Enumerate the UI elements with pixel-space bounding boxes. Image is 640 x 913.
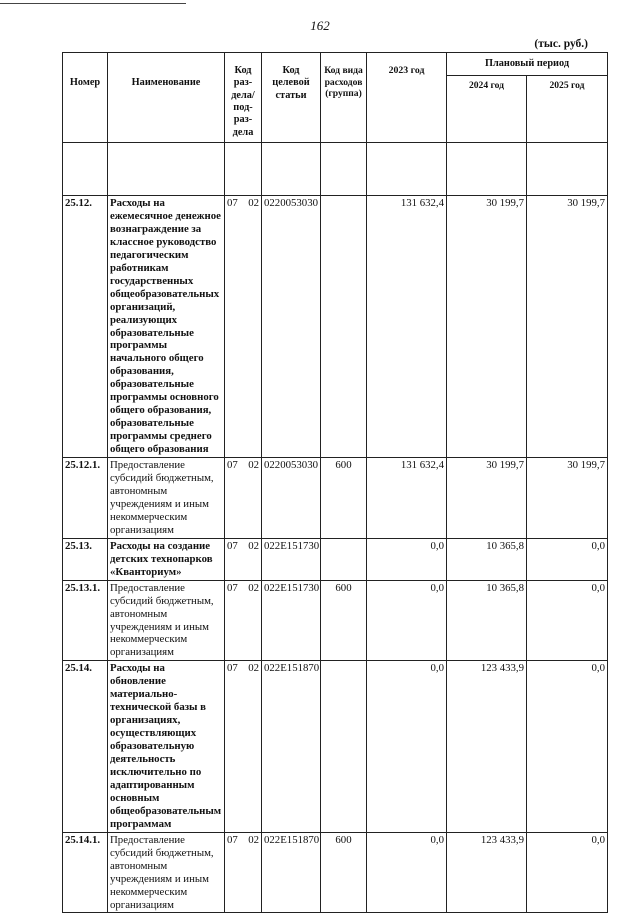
row-value-2025: 30 199,7 (527, 196, 608, 458)
row-name: Расходы на обновление материально-технической базы в организациях, осуществляющих образовательную деятельность исключительно по адаптированным основным общеобразовательным программам (108, 661, 225, 832)
row-subsection: 02 (248, 197, 259, 209)
row-section-code (225, 832, 262, 913)
page-number: 162 (310, 18, 330, 33)
header-2023: 2023 год (367, 53, 447, 143)
row-name: Предоставление субсидий бюджетным, автономным учреждениям и иным некоммерческим организациям (108, 458, 225, 539)
row-name: Расходы на ежемесячное денежное вознаграждение за классное руководство педагогическим работникам государственных общеобразовательных организаций, реализующих образовательные программы начального общего образования, образовательные программы основного общего образования, образовательные программы среднего общего образования (108, 196, 225, 458)
row-number: 25.13. (63, 538, 108, 580)
row-name: Предоставление субсидий бюджетным, автономным учреждениям и иным некоммерческим организациям (108, 832, 225, 913)
row-subsection: 02 (248, 662, 259, 675)
row-name: Предоставление субсидий бюджетным, автономным учреждениям и иным некоммерческим организациям (108, 580, 225, 661)
row-section: 07 (227, 662, 238, 675)
row-value-2025: 0,0 (527, 580, 608, 661)
header-planned-period: Плановый период (447, 53, 608, 76)
row-type-code (321, 196, 367, 458)
top-rule (0, 3, 186, 4)
units-label: (тыс. руб.) (534, 38, 588, 50)
row-value-2023: 0,0 (367, 832, 447, 913)
header-code-type: Код вида расходов (группа) (321, 53, 367, 143)
header-2024: 2024 год (447, 76, 527, 143)
row-number: 25.14. (63, 661, 108, 832)
table-row (63, 538, 608, 580)
row-number: 25.14.1. (63, 832, 108, 913)
table-row (63, 196, 608, 458)
budget-table (62, 52, 608, 913)
row-target-code: 022E151870 (262, 832, 321, 913)
row-value-2023: 0,0 (367, 538, 447, 580)
header-code-target: Код целевой статьи (262, 53, 321, 143)
row-value-2024: 30 199,7 (447, 196, 527, 458)
row-value-2025: 30 199,7 (527, 458, 608, 539)
row-subsection: 02 (248, 833, 259, 846)
header-number: Номер (63, 53, 108, 143)
row-section: 07 (227, 539, 238, 552)
table-row (63, 832, 608, 913)
table-row (63, 661, 608, 832)
header-spacer-row (63, 143, 608, 196)
row-section-code (225, 458, 262, 539)
row-value-2025: 0,0 (527, 538, 608, 580)
table-row (63, 580, 608, 661)
row-target-code: 022E151730 (262, 580, 321, 661)
header-code-section: Код раз-дела/ под-раз-дела (225, 53, 262, 143)
row-number: 25.12. (63, 196, 108, 458)
row-value-2023: 0,0 (367, 661, 447, 832)
row-number: 25.13.1. (63, 580, 108, 661)
header-name: Наименование (108, 53, 225, 143)
row-value-2025: 0,0 (527, 832, 608, 913)
row-type-code: 600 (321, 458, 367, 539)
row-value-2023: 0,0 (367, 580, 447, 661)
row-section: 07 (227, 581, 238, 594)
row-number: 25.12.1. (63, 458, 108, 539)
row-value-2024: 10 365,8 (447, 580, 527, 661)
row-subsection: 02 (248, 459, 259, 472)
row-value-2024: 10 365,8 (447, 538, 527, 580)
row-value-2024: 123 433,9 (447, 832, 527, 913)
row-subsection: 02 (248, 581, 259, 594)
row-value-2023: 131 632,4 (367, 458, 447, 539)
row-section: 07 (227, 459, 238, 472)
row-target-code: 0220053030 (262, 458, 321, 539)
row-target-code: 022E151870 (262, 661, 321, 832)
row-type-code: 600 (321, 580, 367, 661)
header-2025: 2025 год (527, 76, 608, 143)
table-row (63, 458, 608, 539)
row-name: Расходы на создание детских технопарков «Кванториум» (108, 538, 225, 580)
row-type-code: 600 (321, 832, 367, 913)
row-type-code (321, 661, 367, 832)
row-section: 07 (227, 197, 238, 209)
row-value-2025: 0,0 (527, 661, 608, 832)
row-section-code (225, 580, 262, 661)
row-value-2024: 30 199,7 (447, 458, 527, 539)
row-target-code: 022E151730 (262, 538, 321, 580)
row-value-2023: 131 632,4 (367, 196, 447, 458)
row-type-code (321, 538, 367, 580)
row-section-code (225, 196, 262, 458)
row-section-code (225, 661, 262, 832)
row-section: 07 (227, 833, 238, 846)
row-value-2024: 123 433,9 (447, 661, 527, 832)
row-target-code: 0220053030 (262, 196, 321, 458)
row-subsection: 02 (248, 539, 259, 552)
row-section-code (225, 538, 262, 580)
